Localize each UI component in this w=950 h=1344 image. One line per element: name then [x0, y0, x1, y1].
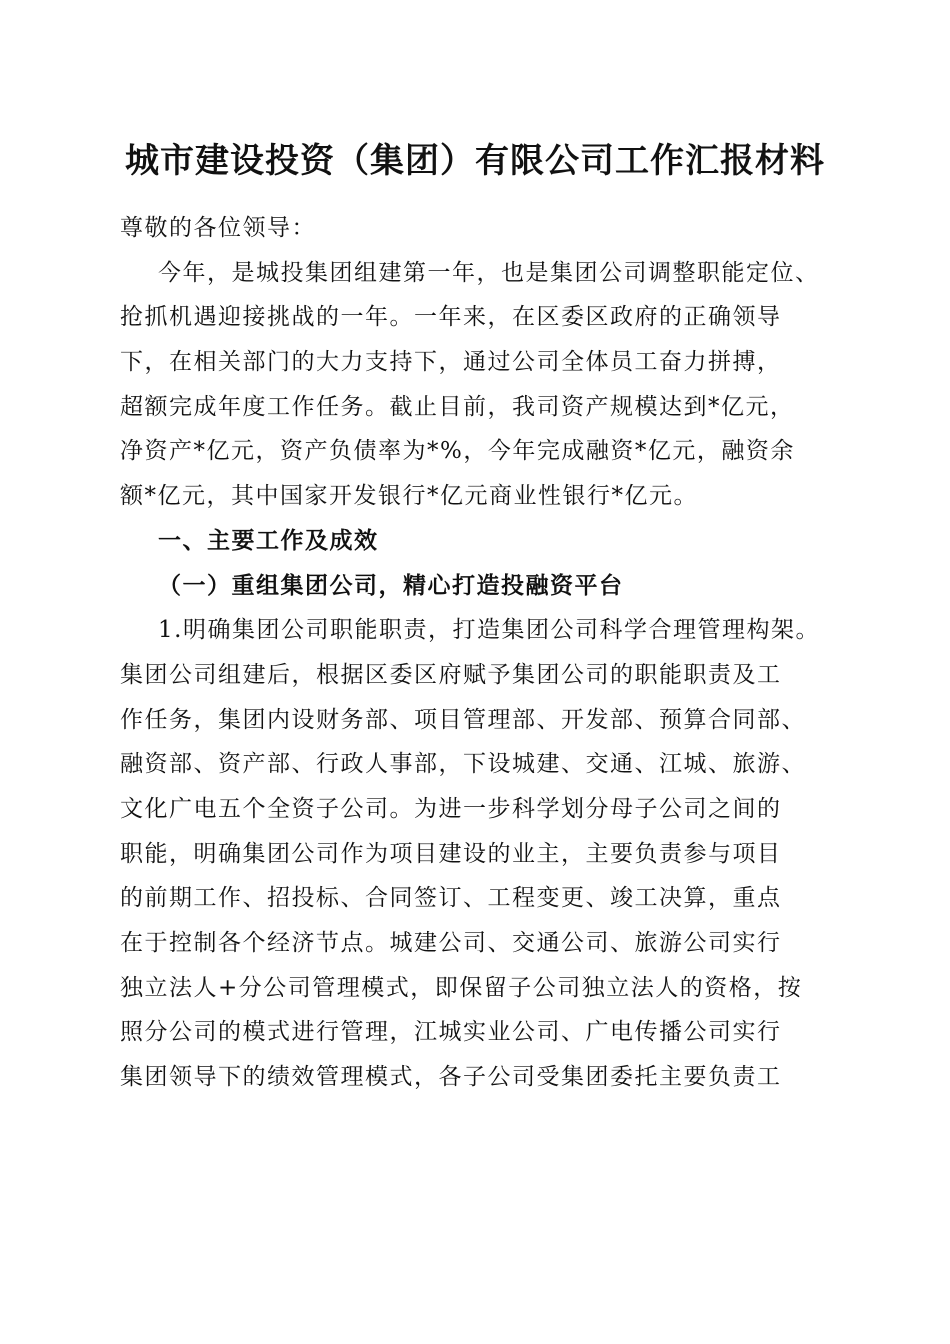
paragraph-line: 文化广电五个全资子公司。为进一步科学划分母子公司之间的 — [120, 795, 782, 822]
paragraph-line: 融资部、资产部、行政人事部，下设城建、交通、江城、旅游、 — [120, 751, 806, 778]
paragraph-line: 职能，明确集团公司作为项目建设的业主，主要负责参与项目 — [120, 840, 782, 867]
paragraph-line: 下，在相关部门的大力支持下，通过公司全体员工奋力拼搏， — [120, 349, 782, 376]
salutation: 尊敬的各位领导： — [120, 215, 316, 241]
paragraph-line: 在于控制各个经济节点。城建公司、交通公司、旅游公司实行 — [120, 930, 782, 956]
paragraph-line: 抢抓机遇迎接挑战的一年。一年来，在区委区政府的正确领导 — [120, 304, 782, 331]
paragraph-line: 作任务，集团内设财务部、项目管理部、开发部、预算合同部、 — [120, 706, 806, 733]
paragraph-line: 照分公司的模式进行管理，江城实业公司、广电传播公司实行 — [120, 1019, 782, 1046]
section-heading: 一、主要工作及成效 — [158, 526, 379, 554]
document-body — [120, 206, 840, 1144]
paragraph-line: 的前期工作、招投标、合同签订、工程变更、竣工决算，重点 — [120, 885, 782, 912]
document-title: 城市建设投资（集团）有限公司工作汇报材料 — [125, 141, 825, 181]
paragraph-line — [120, 1100, 840, 1145]
paragraph-line: 集团领导下的绩效管理模式，各子公司受集团委托主要负责工 — [120, 1064, 782, 1091]
subsection-heading: （一）重组集团公司，精心打造投融资平台 — [158, 571, 624, 599]
paragraph-line: 额*亿元，其中国家开发银行*亿元商业性银行*亿元。 — [120, 483, 698, 510]
paragraph-line: 超额完成年度工作任务。截止目前，我司资产规模达到*亿元， — [120, 393, 795, 420]
paragraph-line: 独立法人+分公司管理模式，即保留子公司独立法人的资格，按 — [120, 974, 803, 1001]
paragraph-line: 净资产*亿元，资产负债率为*%，今年完成融资*亿元，融资余 — [120, 438, 795, 465]
paragraph-line: 集团公司组建后，根据区委区府赋予集团公司的职能职责及工 — [120, 661, 782, 688]
paragraph-line: 今年，是城投集团组建第一年，也是集团公司调整职能定位、 — [158, 259, 820, 286]
paragraph-line: 1.明确集团公司职能职责，打造集团公司科学合理管理构架。 — [158, 617, 820, 644]
